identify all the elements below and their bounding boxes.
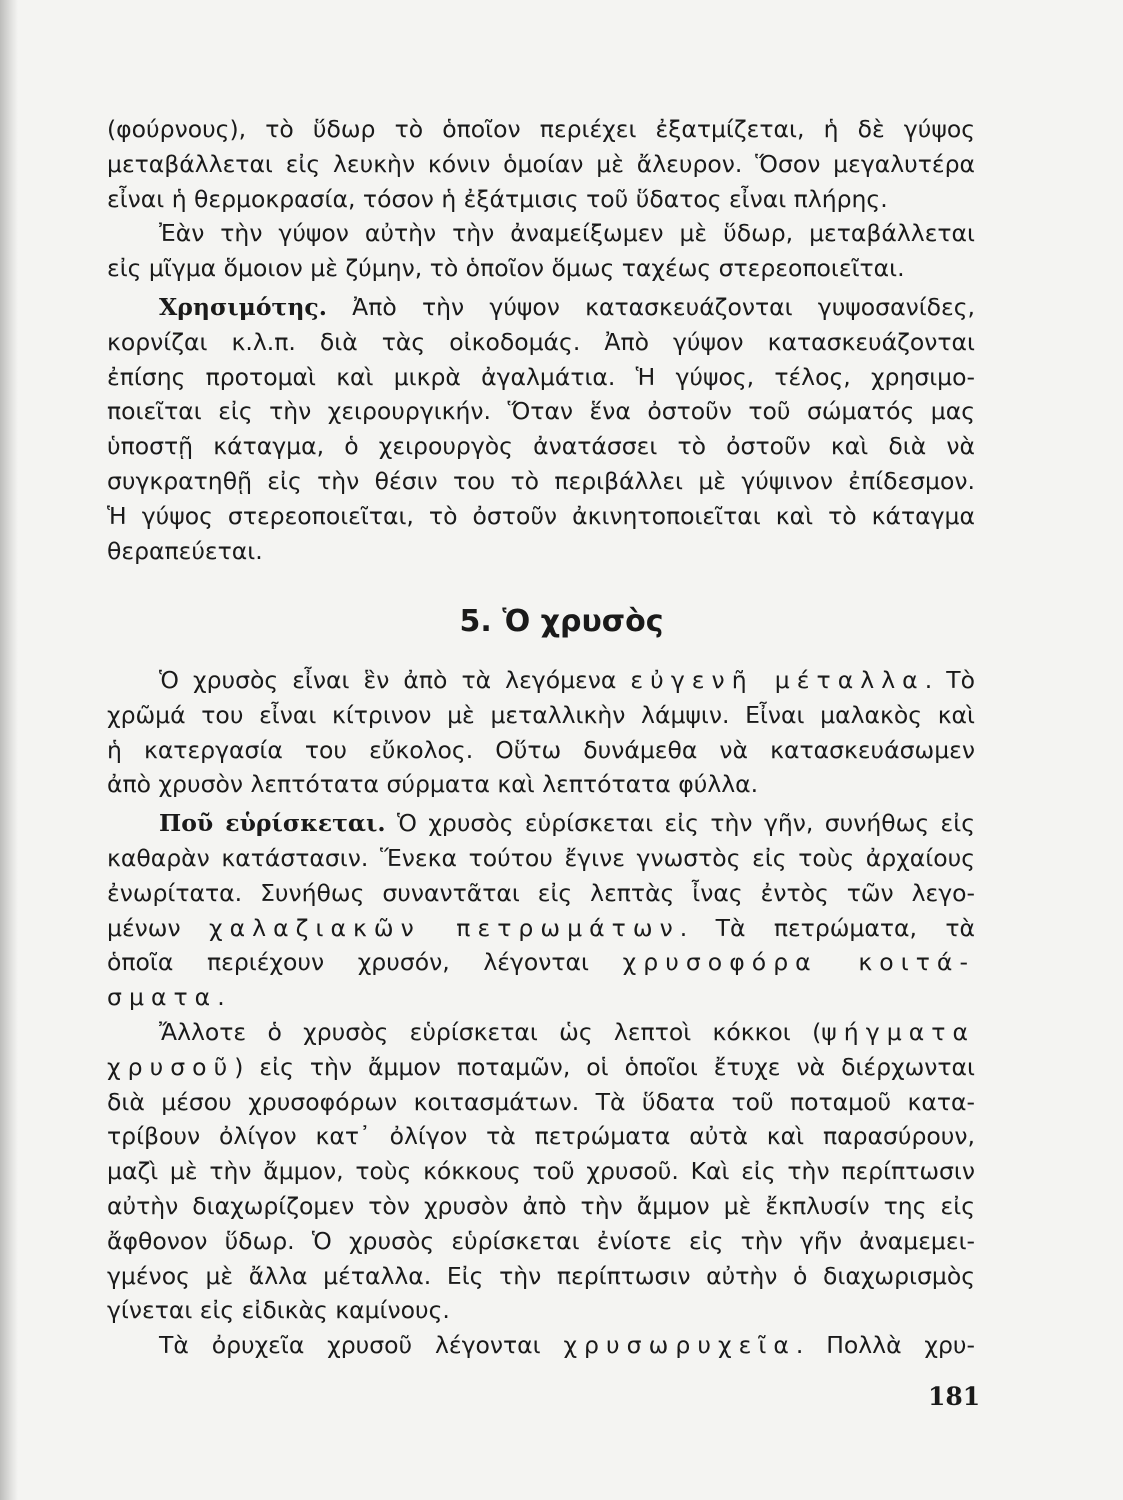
text-line: μεταβάλλεται εἰς λευκὴν κόνιν ὁμοίαν μὲ ἄλευρον. Ὅσον μεγαλυτέρα: [107, 149, 975, 178]
text-line: ἐπίσης προτομαὶ καὶ μικρὰ ἀγαλμάτια. Ἡ γύψος, τέλος, χρησιμο-: [107, 362, 975, 391]
text-line: [107, 945, 975, 980]
text-line: ἐνωρίτατα. Συνήθως συναντᾶται εἰς λεπτὰς ἶνας ἐντὸς τῶν λεγο-: [107, 878, 975, 907]
spaced-term: εὐγενῆ μέταλλα: [630, 666, 925, 694]
text-run: Ἄλλοτε ὁ χρυσὸς εὑρίσκεται ὡς λεπτοὶ κόκκοι (: [159, 1017, 822, 1046]
text-line: ἀπὸ χρυσὸν λεπτότατα σύρματα καὶ λεπτότατα φύλλα.: [107, 770, 759, 799]
text-run: ὁποῖα περιέχουν χρυσόν, λέγονται: [107, 948, 589, 977]
text-line: Ἡ γύψος στερεοποιεῖται, τὸ ὀστοῦν ἀκινητοποιεῖται καὶ τὸ κάταγμα: [107, 501, 975, 530]
text-run: μένων: [107, 913, 181, 942]
text-run: Ὁ χρυσὸς εὑρίσκεται εἰς τὴν γῆν, συνήθως εἰς: [396, 809, 975, 838]
text-line: αὐτὴν διαχωρίζομεν τὸν χρυσὸν ἀπὸ τὴν ἄμμον μὲ ἔκπλυσίν της εἰς: [107, 1191, 975, 1220]
text-line: ποιεῖται εἰς τὴν χειρουργικήν. Ὅταν ἕνα ὀστοῦν τοῦ σώματός μας: [107, 397, 975, 426]
spaced-term: ψήγματα: [821, 1017, 975, 1046]
run-in-heading-where: Ποῦ εὑρίσκεται.: [159, 809, 386, 838]
text-run: Ὁ χρυσὸς εἶναι ἓν ἀπὸ τὰ λεγόμενα: [159, 666, 617, 694]
text-line: θεραπεύεται.: [107, 536, 263, 565]
text-line: γμένος μὲ ἄλλα μέταλλα. Εἰς τὴν περίπτωσιν αὐτὴν ὁ διαχωρισμὸς: [107, 1261, 975, 1290]
spaced-term: χρυσωρυχεῖα: [563, 1331, 796, 1360]
book-spine-shadow: [0, 0, 18, 1500]
spaced-term: χαλαζιακῶν πετρωμάτων: [208, 913, 680, 942]
text-line: χρῶμά του εἶναι κίτρινον μὲ μεταλλικὴν λάμψιν. Εἶναι μαλακὸς καὶ: [107, 700, 975, 729]
text-line: ὑποστῇ κάταγμα, ὁ χειρουργὸς ἀνατάσσει τὸ ὀστοῦν καὶ διὰ νὰ: [107, 432, 975, 461]
text-line: γίνεται εἰς εἰδικὰς καμίνους.: [107, 1296, 450, 1325]
page-number: 181: [928, 1382, 981, 1411]
text-run: Ἀπὸ τὴν γύψον κατασκευάζονται γυψοσανίδες,: [352, 292, 975, 321]
text-line: μαζὶ μὲ τὴν ἄμμον, τοὺς κόκκους τοῦ χρυσοῦ. Καὶ εἰς τὴν περίπτωσιν: [107, 1157, 975, 1186]
body-text-gold: [107, 663, 975, 1363]
text-line: [107, 1015, 975, 1050]
text-line: διὰ μέσου χρυσοφόρων κοιτασμάτων. Τὰ ὕδατα τοῦ ποταμοῦ κατα-: [107, 1087, 975, 1116]
text-line: Ἐὰν τὴν γύψον αὐτὴν τὴν ἀναμείξωμεν μὲ ὕδωρ, μεταβάλλεται: [159, 219, 975, 248]
text-line: εἰς μῖγμα ὅμοιον μὲ ζύμην, τὸ ὁποῖον ὅμως ταχέως στερεοποιεῖται.: [107, 254, 905, 283]
text-line: [107, 980, 975, 1015]
text-run: . Πολλὰ χρυ-: [795, 1331, 975, 1360]
text-run: Τὰ ὀρυχεῖα χρυσοῦ λέγονται: [159, 1331, 541, 1360]
paragraph-uses: [107, 290, 975, 325]
spaced-term: χρυσοῦ: [107, 1052, 235, 1081]
text-run: . Τὸ: [924, 666, 975, 694]
text-line: ἡ κατεργασία του εὔκολος. Οὕτω δυνάμεθα νὰ κατασκευάσωμεν: [107, 735, 975, 764]
text-line: συγκρατηθῇ εἰς τὴν θέσιν του τὸ περιβάλλει μὲ γύψινον ἐπίδεσμον.: [107, 466, 975, 495]
text-run: . Τὰ πετρώματα, τὰ: [679, 913, 975, 942]
spaced-term: χρυσοφόρα κοιτά-: [622, 948, 975, 977]
text-line: [107, 911, 975, 946]
text-line: ἄφθονον ὕδωρ. Ὁ χρυσὸς εὑρίσκεται ἐνίοτε εἰς τὴν γῆν ἀναμεμει-: [107, 1226, 975, 1255]
text-line: κορνίζαι κ.λ.π. διὰ τὰς οἰκοδομάς. Ἀπὸ γύψον κατασκευάζονται: [107, 327, 975, 356]
spaced-term: σματα: [107, 983, 218, 1012]
body-text: [107, 112, 975, 568]
text-run: .: [217, 983, 225, 1012]
text-line: καθαρὰν κατάστασιν. Ἕνεκα τούτου ἔγινε γνωστὸς εἰς τοὺς ἀρχαίους: [107, 843, 975, 872]
chapter-heading: 5. Ὁ χρυσὸς: [459, 604, 664, 639]
text-run: ) εἰς τὴν ἄμμον ποταμῶν, οἱ ὁποῖοι ἔτυχε νὰ διέρχωνται: [234, 1052, 975, 1081]
run-in-heading-uses: Χρησιμότης.: [159, 292, 327, 321]
text-line: (φούρνους), τὸ ὕδωρ τὸ ὁποῖον περιέχει ἐξατμίζεται, ἡ δὲ γύψος: [107, 115, 975, 143]
text-line: τρίβουν ὀλίγον κατ᾽ ὀλίγον τὰ πετρώματα αὐτὰ καὶ παρασύρουν,: [107, 1122, 975, 1151]
text-line: [107, 1328, 975, 1363]
paragraph-where: [107, 806, 975, 841]
text-line: [107, 1050, 975, 1085]
paragraph-gold-intro: [107, 663, 975, 698]
text-line: εἶναι ἡ θερμοκρασία, τόσον ἡ ἐξάτμισις τοῦ ὕδατος εἶναι πλήρης.: [107, 184, 888, 213]
